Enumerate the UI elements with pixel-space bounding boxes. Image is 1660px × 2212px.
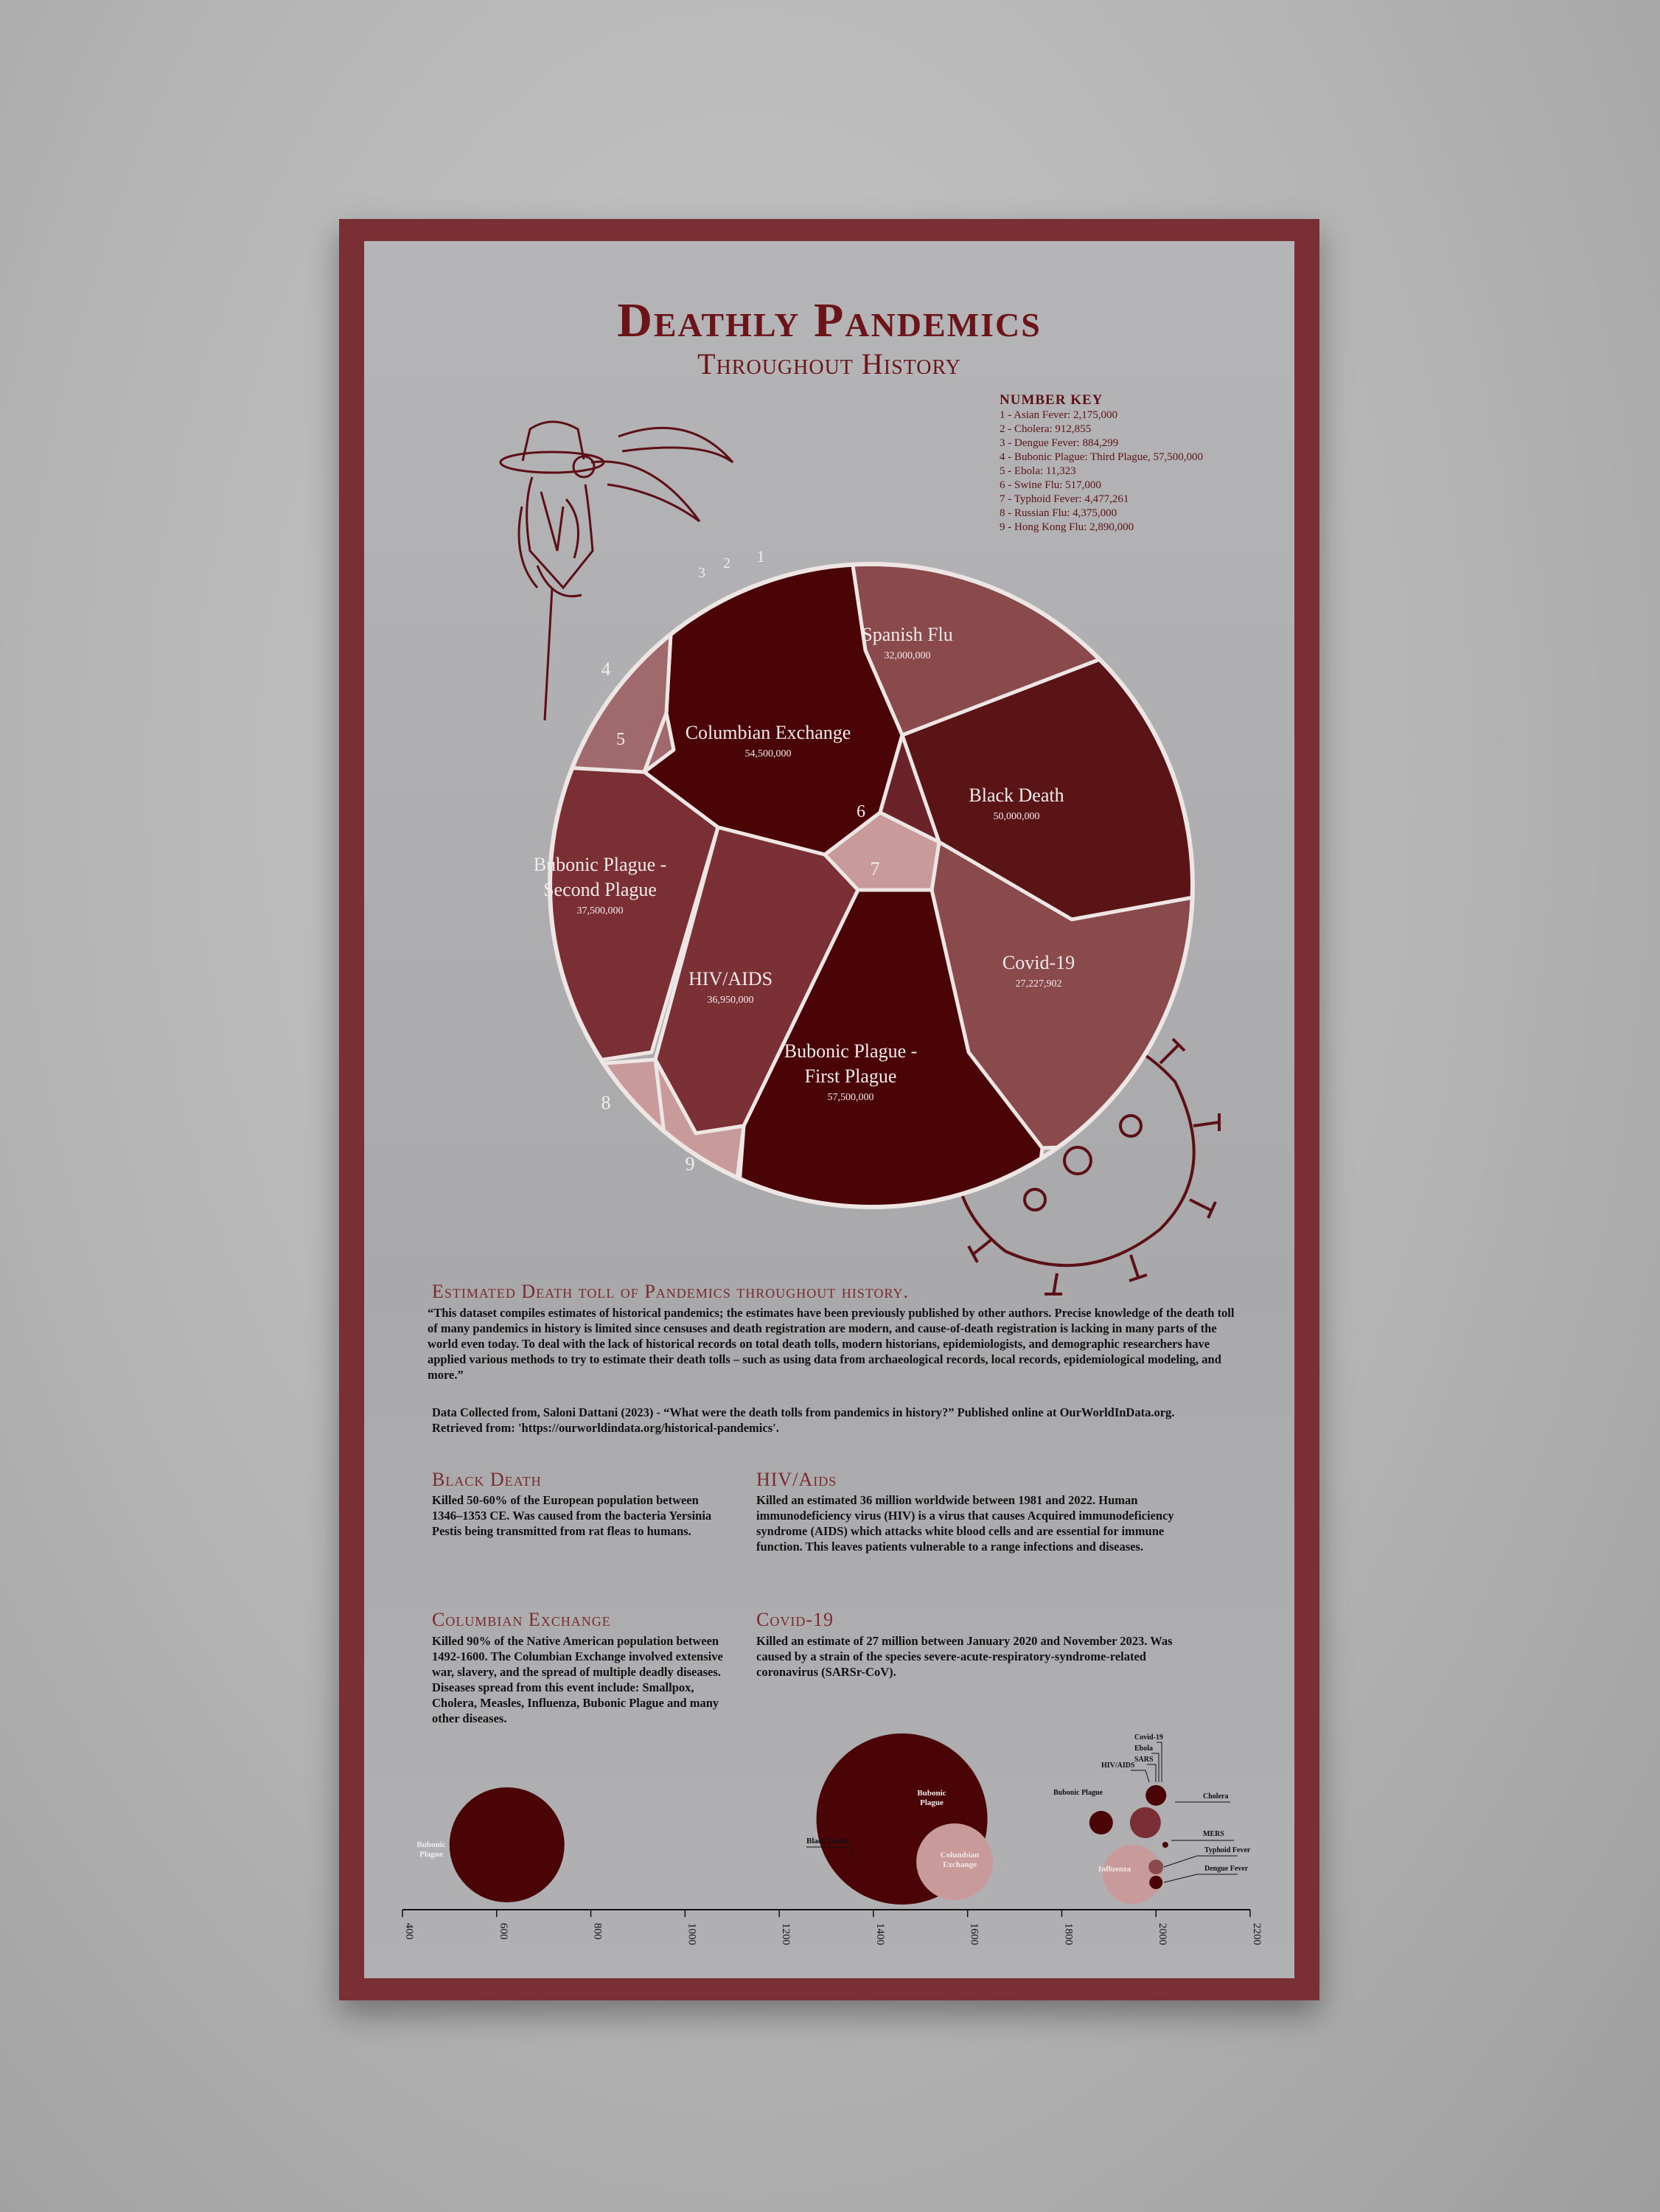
poster-frame bbox=[339, 219, 1319, 2000]
timeline-tick-label: 1800 bbox=[1062, 1923, 1075, 1945]
cell-label: Black Death bbox=[969, 785, 1064, 806]
number-key-item: 8 - Russian Flu: 4,375,000 bbox=[1000, 507, 1117, 519]
cell-number: 1 bbox=[756, 547, 765, 566]
estimated-title: Estimated Death toll of Pandemics throughout history. bbox=[432, 1281, 909, 1302]
covid-text: Killed an estimate of 27 million between January 2020 and November 2023. Was caused by a strain of the species severe-acute-respiratory-syndrome-related coronavirus (SARSr-CoV). bbox=[756, 1634, 1173, 1679]
bubble-label: Plague bbox=[920, 1798, 944, 1807]
timeline-tick-label: 400 bbox=[403, 1923, 415, 1940]
bubble-label: Influenza bbox=[1098, 1865, 1131, 1874]
bubble-label: Bubonic Plague bbox=[1053, 1789, 1103, 1797]
cell-value: 50,000,000 bbox=[993, 811, 1040, 822]
bubble-label: Exchange bbox=[943, 1860, 977, 1869]
timeline-bubble bbox=[450, 1787, 565, 1902]
cell-number: 3 bbox=[698, 565, 705, 581]
cell-label: Second Plague bbox=[543, 879, 657, 900]
black-death-title: Black Death bbox=[432, 1469, 542, 1490]
timeline-bubble bbox=[1149, 1876, 1162, 1889]
cell-number: 5 bbox=[616, 730, 625, 749]
bubble-label: Bubonic bbox=[416, 1840, 446, 1849]
estimated-quote: “This dataset compiles estimates of historical pandemics; the estimates have been previously published by other authors. Precise knowledge of the death toll of many pandemics in history is limited since censuses and death registration are modern, and cause-of-death registration is lacking in many parts of the world even today. To deal with the lack of historical records on total death tolls, modern historians, epidemiologists, and demographic researchers have applied various methods to try to estimate their death tolls – such as using data from archaeological records, local records, epidemiological modeling, and more.” bbox=[428, 1306, 1235, 1382]
number-key-title: NUMBER KEY bbox=[1000, 392, 1103, 408]
number-key-item: 1 - Asian Fever: 2,175,000 bbox=[1000, 409, 1117, 421]
number-key-item: 3 - Dengue Fever: 884,299 bbox=[1000, 437, 1119, 449]
hiv-aids-text: Killed an estimated 36 million worldwide between 1981 and 2022. Human immunodeficiency virus (HIV) is a virus that causes Acquired immunodeficiency syndrome (AIDS) which attacks white blood cells and are essential for immune function. This leaves patients vulnerable to a range infections and diseases. bbox=[756, 1493, 1174, 1554]
cell-number: 6 bbox=[857, 802, 865, 821]
cell-label: Bubonic Plague - bbox=[784, 1040, 918, 1062]
page-subtitle: Throughout History bbox=[697, 347, 961, 380]
cell-value: 27,227,902 bbox=[1015, 978, 1062, 990]
number-key-item: 4 - Bubonic Plague: Third Plague, 57,500,000 bbox=[1000, 451, 1203, 463]
cell-value: 57,500,000 bbox=[827, 1092, 874, 1103]
timeline-bubble bbox=[1145, 1785, 1166, 1806]
number-key-item: 9 - Hong Kong Flu: 2,890,000 bbox=[1000, 521, 1134, 533]
bubble-label: Columbian bbox=[940, 1851, 980, 1860]
timeline-bubble bbox=[1162, 1842, 1168, 1848]
number-key-item: 6 - Swine Flu: 517,000 bbox=[1000, 479, 1101, 491]
bubble-label: Bubonic bbox=[917, 1789, 946, 1798]
cell-value: 32,000,000 bbox=[884, 650, 931, 661]
bubble-label: HIV/AIDS bbox=[1101, 1761, 1135, 1770]
bubble-label: Cholera bbox=[1203, 1792, 1229, 1801]
cell-number: 4 bbox=[601, 658, 611, 680]
cell-number: 7 bbox=[870, 858, 880, 880]
cell-number: 9 bbox=[685, 1153, 695, 1175]
timeline-tick-label: 1000 bbox=[686, 1923, 698, 1945]
page-title: Deathly Pandemics bbox=[617, 293, 1042, 347]
bubble-label: Typhoid Fever bbox=[1204, 1846, 1251, 1854]
cell-label: Spanish Flu bbox=[862, 624, 953, 645]
cell-number: 2 bbox=[723, 555, 730, 571]
number-key-item: 5 - Ebola: 11,323 bbox=[1000, 465, 1076, 477]
timeline-tick-label: 600 bbox=[497, 1923, 509, 1940]
timeline-bubble bbox=[1130, 1807, 1161, 1838]
cell-value: 54,500,000 bbox=[744, 748, 792, 759]
bubble-label: Dengue Fever bbox=[1204, 1865, 1249, 1873]
timeline-tick-label: 2000 bbox=[1157, 1923, 1169, 1945]
estimated-source: Data Collected from, Saloni Dattani (2023) - “What were the death tolls from pandemics in history?” Published online at OurWorldInData.org. Retrieved from: 'https://ourworldindata.org/historical-pandemics'. bbox=[432, 1405, 1175, 1435]
timeline-bubble bbox=[1103, 1845, 1162, 1904]
cell-label: First Plague bbox=[804, 1065, 897, 1087]
cell-label: Covid-19 bbox=[1002, 952, 1075, 973]
bubble-timeline bbox=[364, 241, 1294, 1978]
cell-value: 37,500,000 bbox=[576, 905, 624, 917]
cell-label: Bubonic Plague - bbox=[533, 854, 667, 875]
timeline-bubble bbox=[1089, 1811, 1113, 1834]
covid-title: Covid-19 bbox=[756, 1609, 834, 1630]
columbian-title: Columbian Exchange bbox=[432, 1609, 611, 1630]
timeline-tick-label: 1200 bbox=[780, 1923, 792, 1945]
number-key-item: 2 - Cholera: 912,855 bbox=[1000, 423, 1092, 435]
number-key-item: 7 - Typhoid Fever: 4,477,261 bbox=[1000, 493, 1129, 505]
poster-paper bbox=[364, 241, 1294, 1978]
bubble-label: Ebola bbox=[1134, 1745, 1154, 1753]
timeline-tick-label: 800 bbox=[591, 1923, 604, 1940]
black-death-text: Killed 50-60% of the European population between 1346–1353 CE. Was caused from the bacteria Yersinia Pestis being transmitted from rat fleas to humans. bbox=[432, 1493, 712, 1538]
timeline-tick-label: 2200 bbox=[1251, 1923, 1263, 1945]
bubble-label: MERS bbox=[1203, 1830, 1224, 1838]
cell-value: 36,950,000 bbox=[707, 995, 754, 1006]
bubble-label: SARS bbox=[1134, 1756, 1154, 1764]
columbian-text: Killed 90% of the Native American population between 1492-1600. The Columbian Exchange involved extensive war, slavery, and the spread of multiple deadly diseases. Diseases spread from this event include: Smallpox, Cholera, Measles, Influenza, Bubonic Plague and many other diseases. bbox=[432, 1634, 723, 1725]
hiv-aids-title: HIV/Aids bbox=[756, 1469, 837, 1490]
bubble-label: Black Death bbox=[806, 1837, 849, 1846]
cell-label: Columbian Exchange bbox=[685, 722, 851, 743]
timeline-bubble bbox=[1148, 1860, 1163, 1874]
cell-number: 8 bbox=[601, 1092, 611, 1113]
timeline-tick-label: 1400 bbox=[873, 1923, 886, 1945]
timeline-tick-label: 1600 bbox=[968, 1923, 980, 1945]
bubble-label: Covid-19 bbox=[1134, 1733, 1163, 1742]
cell-label: HIV/AIDS bbox=[688, 968, 773, 990]
bubble-label: Plague bbox=[419, 1850, 443, 1859]
